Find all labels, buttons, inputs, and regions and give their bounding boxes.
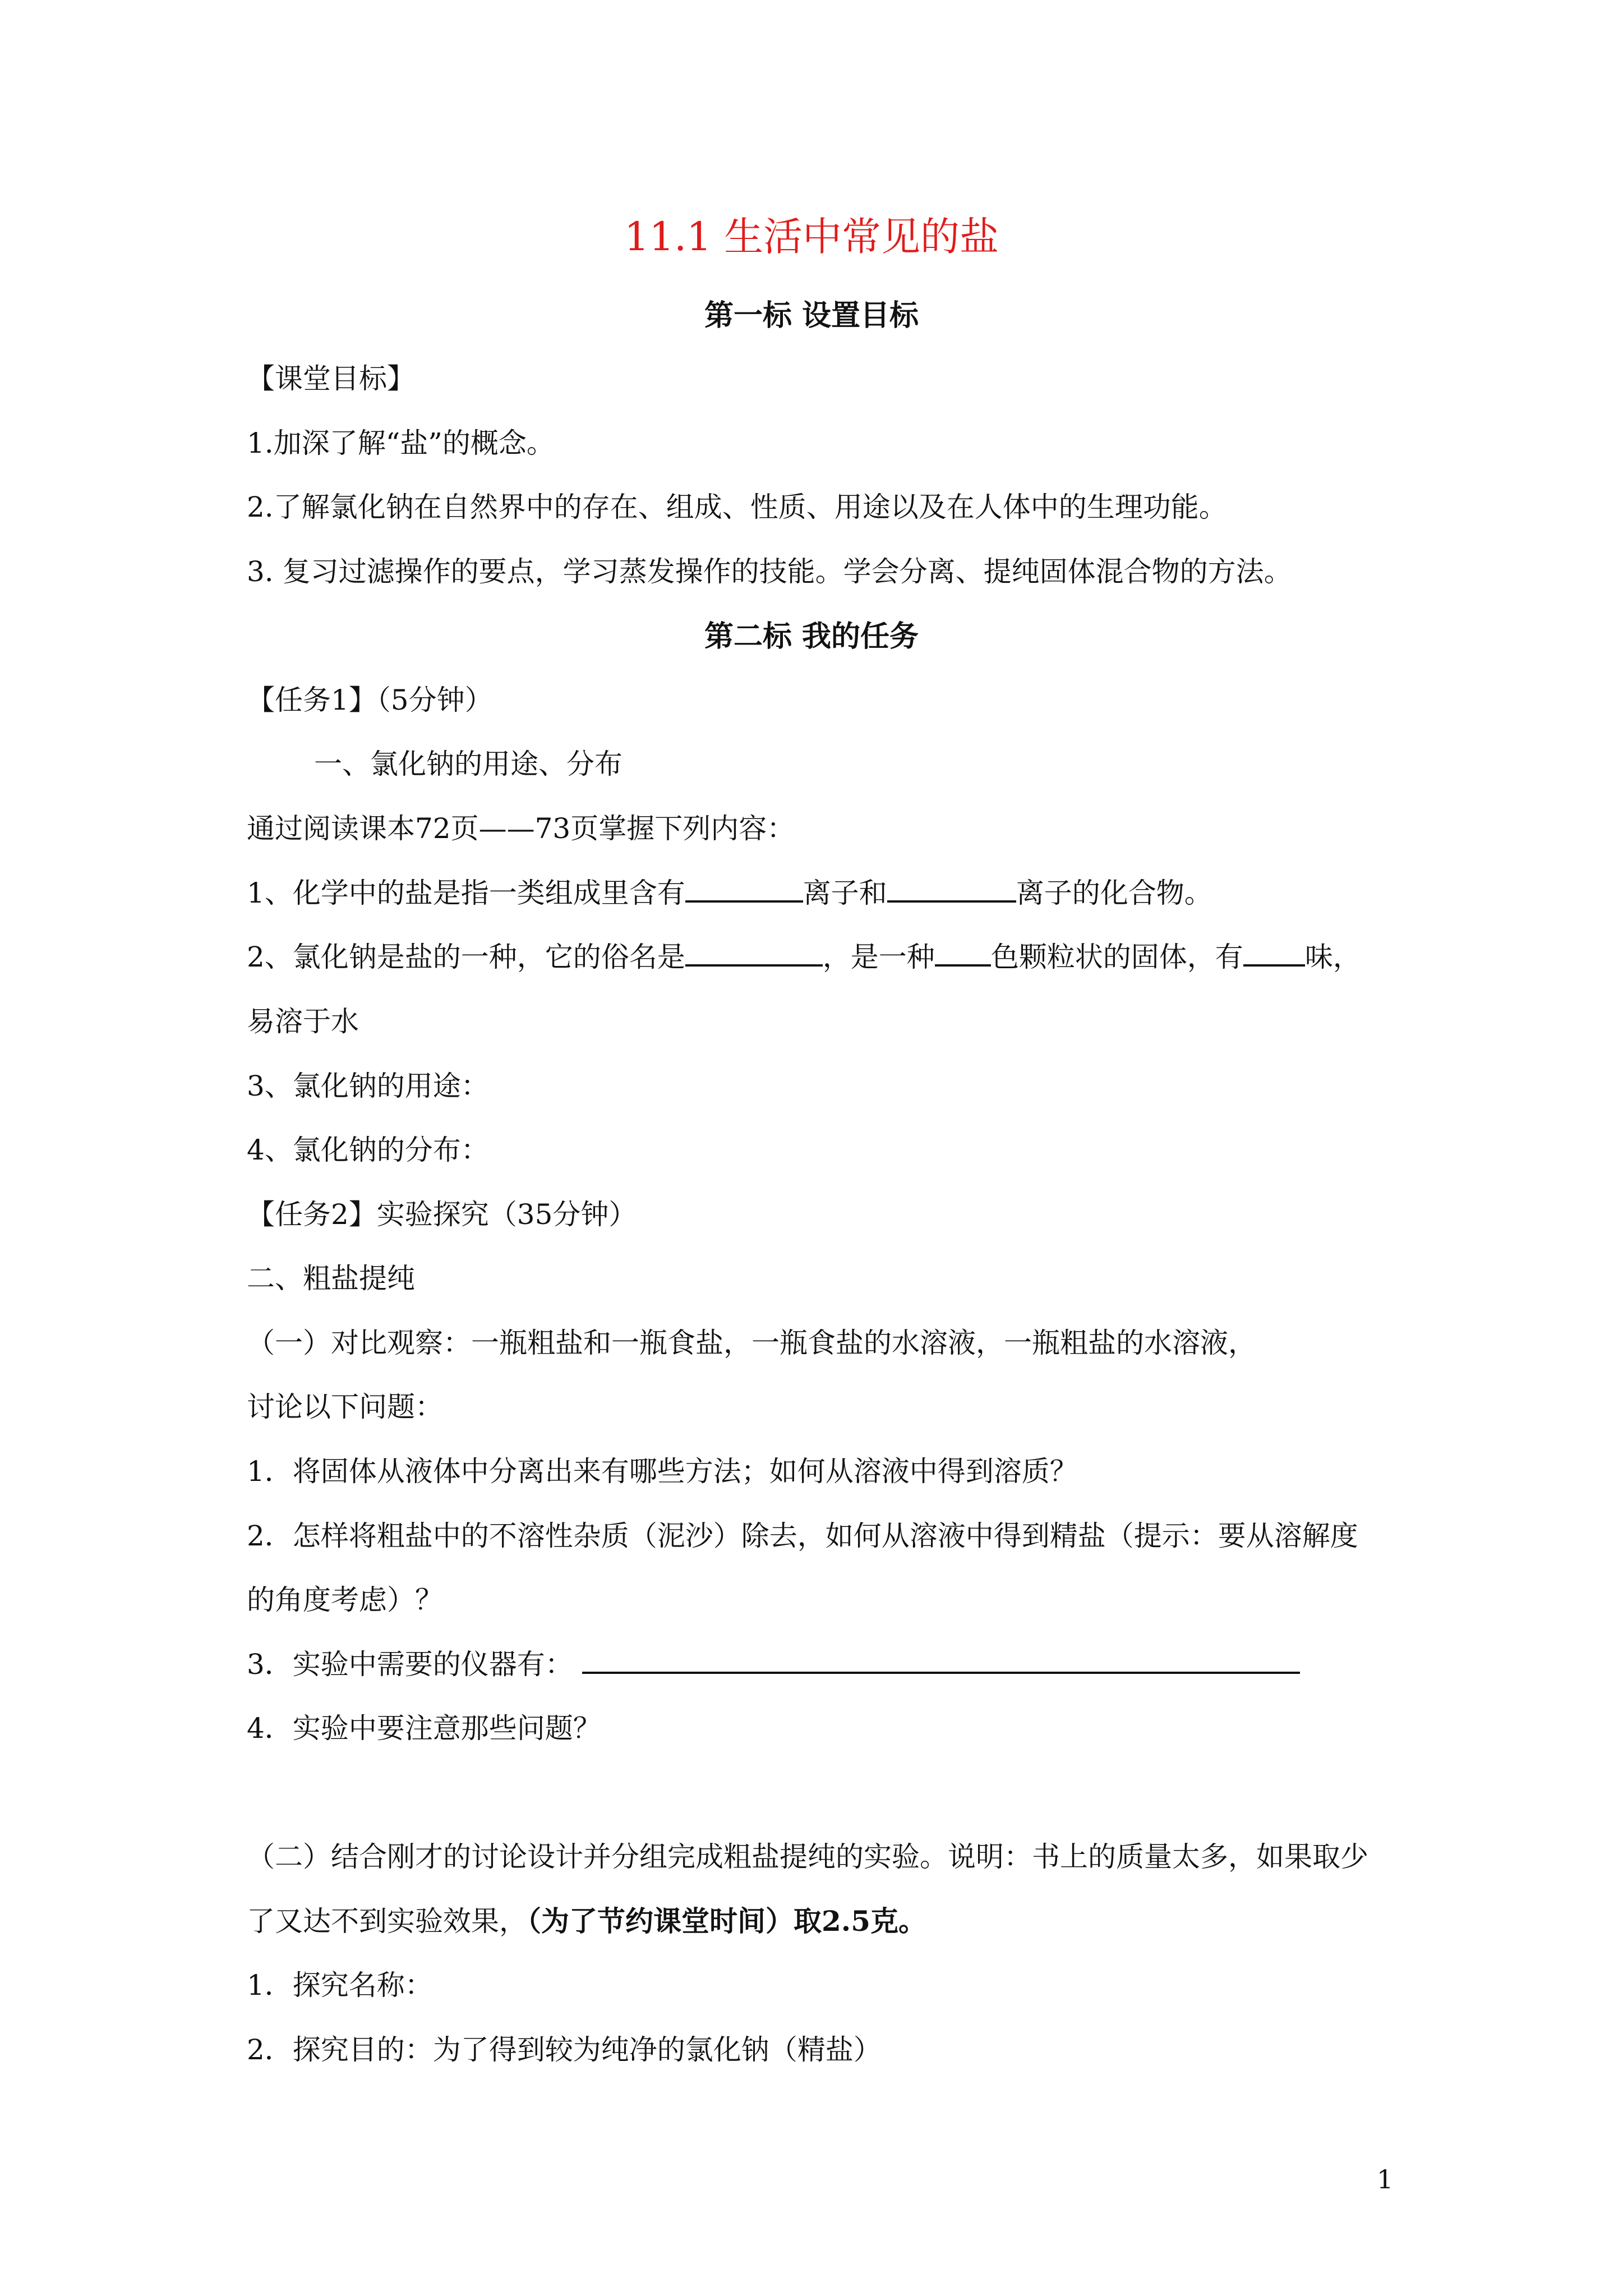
observation-line-1: （一）对比观察：一瓶粗盐和一瓶食盐，一瓶食盐的水溶液，一瓶粗盐的水溶液，: [247, 1327, 1256, 1359]
question-1-text-a: 1、化学中的盐是指一类组成里含有: [247, 877, 685, 909]
exploration-purpose: 2．探究目的：为了得到较为纯净的氯化钠（精盐）: [247, 2033, 882, 2066]
experiment-line-2: [247, 1903, 926, 1939]
fill-blank[interactable]: [935, 940, 991, 967]
page-title: 11.1 生活中常见的盐: [624, 214, 999, 260]
observation-line-2: 讨论以下问题：: [247, 1391, 443, 1423]
fill-blank[interactable]: [582, 1647, 1300, 1674]
experiment-line-1: （二）结合刚才的讨论设计并分组完成粗盐提纯的实验。说明：书上的质量太多，如果取少: [247, 1841, 1368, 1873]
discussion-3-text: 3．实验中需要的仪器有：: [247, 1648, 573, 1681]
fill-blank[interactable]: [685, 940, 823, 967]
reading-instruction: 通过阅读课本72页——73页掌握下列内容：: [247, 812, 795, 845]
goal-3: 3. 复习过滤操作的要点，学习蒸发操作的技能。学会分离、提纯固体混合物的方法。: [247, 555, 1292, 588]
question-4: 4、氯化钠的分布：: [247, 1134, 489, 1166]
discussion-3: [247, 1646, 1300, 1682]
page-number: 1: [1377, 2164, 1394, 2194]
question-1-text-b: 离子和: [803, 877, 887, 909]
exploration-name: 1．探究名称：: [247, 1969, 433, 2001]
question-2-continued: 易溶于水: [247, 1005, 359, 1038]
discussion-2-line-1: 2．怎样将粗盐中的不溶性杂质（泥沙）除去，如何从溶液中得到精盐（提示：要从溶解度: [247, 1520, 1358, 1552]
fill-blank[interactable]: [685, 876, 803, 903]
discussion-1: 1．将固体从液体中分离出来有哪些方法；如何从溶液中得到溶质？: [247, 1455, 1078, 1488]
part-2-title: 二、粗盐提纯: [247, 1262, 415, 1295]
task-2-label: 【任务2】实验探究（35分钟）: [247, 1198, 637, 1231]
task-1-label: 【任务1】（5分钟）: [247, 684, 493, 716]
fill-blank[interactable]: [887, 876, 1016, 903]
question-2-text-d: 味，: [1304, 941, 1361, 973]
question-2-text-c: 色颗粒状的固体，有: [990, 941, 1243, 973]
discussion-4: 4．实验中要注意那些问题？: [247, 1712, 601, 1745]
goals-label: 【课堂目标】: [247, 362, 415, 395]
experiment-line-2-text: 了又达不到实验效果，: [247, 1905, 527, 1938]
question-2: [247, 939, 1361, 975]
discussion-2-line-2: 的角度考虑）？: [247, 1584, 443, 1616]
fill-blank[interactable]: [1243, 940, 1305, 967]
question-1-text-c: 离子的化合物。: [1016, 877, 1212, 909]
experiment-note-bold: （为了节约课堂时间）取2.5克。: [527, 1904, 926, 1938]
part-1-title: 一、氯化钠的用途、分布: [314, 748, 623, 780]
question-1: [247, 875, 1212, 911]
question-2-text-a: 2、氯化钠是盐的一种，它的俗名是: [247, 941, 685, 973]
question-3: 3、氯化钠的用途：: [247, 1070, 489, 1102]
goal-1: 1.加深了解“盐”的概念。: [247, 427, 555, 459]
question-2-text-b: ，是一种: [822, 941, 935, 973]
section-heading-2: 第二标 我的任务: [704, 619, 919, 654]
goal-2: 2.了解氯化钠在自然界中的存在、组成、性质、用途以及在人体中的生理功能。: [247, 491, 1227, 523]
section-heading-1: 第一标 设置目标: [704, 298, 919, 333]
